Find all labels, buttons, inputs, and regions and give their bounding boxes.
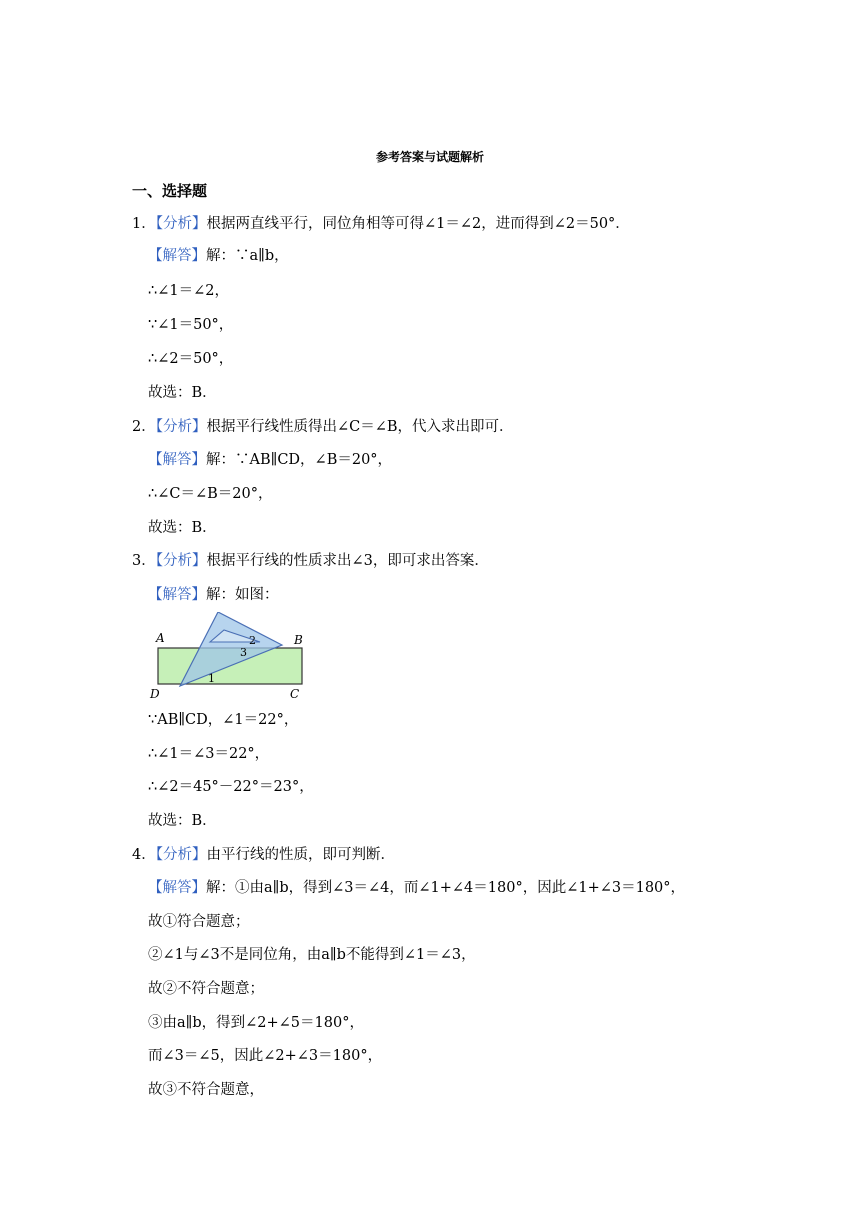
q3-number: 3． [132, 553, 156, 569]
angle-label-2: 2 [249, 634, 256, 647]
q3-answer: 故选：B． [148, 813, 217, 829]
q4-analysis [132, 845, 395, 865]
q4-solution-tag: 【解答】 [148, 880, 206, 896]
label-a: A [156, 631, 165, 645]
q2-analysis-tag: 【分析】 [155, 419, 207, 435]
q1-analysis-text: 根据两直线平行，同位角相等可得∠1＝∠2，进而得到∠2＝50°． [206, 216, 630, 232]
q2-solution-tag: 【解答】 [148, 452, 206, 468]
page-title: 参考答案与试题解析 [375, 150, 484, 164]
q1-step-1: ∴∠1＝∠2， [148, 283, 229, 299]
q1-step-2: ∵∠1＝50°， [148, 317, 234, 333]
angle-label-3: 3 [240, 646, 247, 659]
q2-answer: 故选：B． [148, 520, 217, 536]
q3-step-1: ∵AB∥CD，∠1＝22°， [148, 712, 299, 728]
q1-number: 1． [132, 216, 156, 232]
q2-number: 2． [132, 419, 156, 435]
q4-step-6: 故③不符合题意， [148, 1082, 264, 1098]
q1-step-3: ∴∠2＝50°， [148, 351, 234, 367]
label-d: D [150, 687, 160, 701]
q4-number: 4． [132, 847, 156, 863]
q3-step-3: ∴∠2＝45°－22°＝23°， [148, 779, 314, 795]
q3-analysis-text: 根据平行线的性质求出∠3，即可求出答案． [206, 553, 489, 569]
angle-label-1: 1 [208, 672, 215, 685]
label-b: B [294, 633, 303, 647]
q4-solution [148, 878, 685, 898]
q1-analysis [132, 214, 630, 234]
label-c: C [290, 687, 300, 701]
q4-step-1: 故①符合题意； [148, 914, 250, 930]
q3-analysis-tag: 【分析】 [155, 553, 207, 569]
q2-analysis-text: 根据平行线性质得出∠C＝∠B，代入求出即可． [206, 419, 514, 435]
q1-solution-text: 解：∵a∥b， [206, 248, 289, 264]
section-heading: 一、选择题 [132, 182, 208, 200]
geometry-figure [148, 612, 308, 702]
q1-solution-tag: 【解答】 [148, 248, 206, 264]
q1-solution [148, 246, 289, 266]
q4-step-2: ②∠1与∠3不是同位角，由a∥b不能得到∠1＝∠3， [148, 947, 476, 963]
q4-analysis-tag: 【分析】 [155, 847, 207, 863]
q1-answer: 故选：B． [148, 385, 217, 401]
q2-analysis [132, 417, 514, 437]
q2-step-1: ∴∠C＝∠B＝20°， [148, 486, 273, 502]
q2-solution-text: 解：∵AB∥CD，∠B＝20°， [206, 452, 393, 468]
q1-analysis-tag: 【分析】 [155, 216, 207, 232]
q3-solution [148, 585, 279, 605]
q3-step-2: ∴∠1＝∠3＝22°， [148, 746, 270, 762]
q3-solution-text: 解：如图： [206, 587, 279, 603]
q2-solution [148, 450, 392, 470]
q4-step-3: 故②不符合题意； [148, 981, 264, 997]
q3-analysis [132, 551, 489, 571]
q4-step-4: ③由a∥b，得到∠2+∠5＝180°， [148, 1015, 364, 1031]
q3-solution-tag: 【解答】 [148, 587, 206, 603]
q4-analysis-text: 由平行线的性质，即可判断． [206, 847, 395, 863]
q4-solution-text: 解：①由a∥b，得到∠3＝∠4，而∠1+∠4＝180°，因此∠1+∠3＝180°， [206, 880, 686, 896]
q4-step-5: 而∠3＝∠5，因此∠2+∠3＝180°， [148, 1048, 383, 1064]
